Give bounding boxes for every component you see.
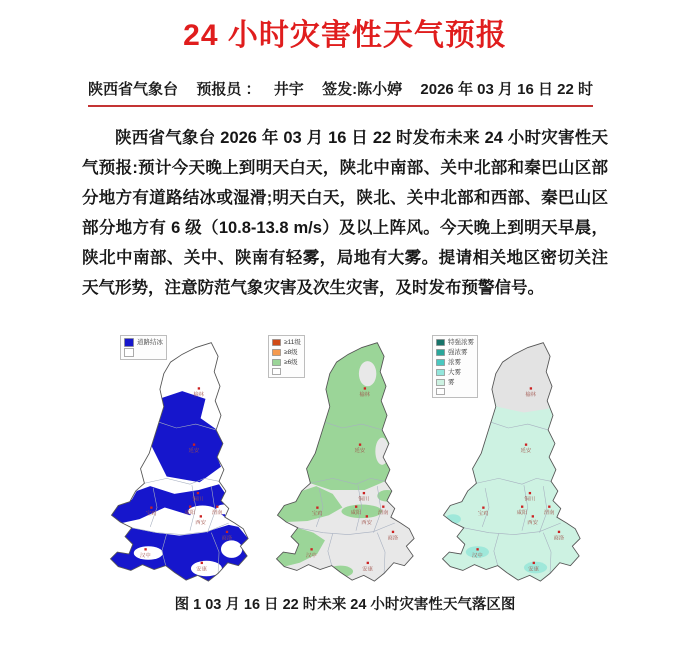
legend-label: 道路结冰 [137,339,163,346]
road-icing-map-svg [106,333,272,585]
legend-swatch [437,389,445,395]
issue-datetime: 2026 年 03 月 16 日 22 时 [420,81,594,98]
forecast-paragraph: 陕西省气象台 2026 年 03 月 16 日 22 时发布未来 24 小时灾害性天气预报:预计今天晚上到明天白天，陕北中南部、关中北部和秦巴山区部分地方有道路结冰或湿滑;明天白天，陕北、关中北部和西部、秦巴山区部分地方有 6 级（10.8-13.8 m/s）及以上阵风。今天晚上到明天早晨，陕北中南部、关中、陕南有轻雾，局地有大雾。提请相关地区密切关注天气形势，注意防范气象灾害及次生灾害，及时发布预警信号。 [82,129,608,297]
legend-swatch [125,339,134,347]
legend-swatch [125,349,134,357]
legend-row [436,358,474,367]
wind-legend [268,335,305,378]
legend-row [436,388,474,395]
issue-header [88,78,593,107]
legend-label: ≥6级 [284,359,298,366]
legend-swatch [437,350,445,356]
legend-swatch [273,340,281,346]
issuer-name: 陈小婷 [357,81,403,98]
legend-row [436,368,474,377]
legend-row [124,348,163,357]
page-title: 24 小时灾害性天气预报 [183,19,507,52]
map-fog [438,333,604,585]
agency-name: 陕西省气象台 [88,81,179,98]
road-icing-legend [120,335,167,360]
legend-swatch [273,360,281,366]
legend-swatch [437,380,445,386]
fog-legend [432,335,478,398]
legend-label: ≥8级 [284,349,298,356]
legend-swatch [437,360,445,366]
forecaster-name: 井宇 [273,81,304,98]
legend-label: ≥11级 [284,339,301,346]
legend-row [124,338,163,347]
legend-row [436,338,474,347]
bulletin-page [0,10,690,657]
forecaster-label: 预报员 ： [196,81,261,98]
legend-label: 大雾 [448,369,461,376]
legend-swatch [273,350,281,356]
legend-row [272,338,301,347]
legend-row [272,368,301,375]
legend-swatch [437,370,445,376]
maps-figure [106,333,690,585]
legend-row [272,358,301,367]
legend-row [272,348,301,357]
legend-label: 特强浓雾 [448,339,474,346]
legend-swatch [273,369,281,375]
legend-row [436,378,474,387]
map-road-icing [106,333,272,585]
legend-label: 雾 [448,379,455,386]
legend-swatch [437,340,445,346]
legend-row [436,348,474,357]
legend-label: 浓雾 [448,359,461,366]
issuer-label: 签发: [322,81,358,98]
legend-label: 强浓雾 [448,349,468,356]
map-wind [272,333,438,585]
figure-caption: 图 1 03 月 16 日 22 时未来 24 小时灾害性天气落区图 [174,597,516,613]
